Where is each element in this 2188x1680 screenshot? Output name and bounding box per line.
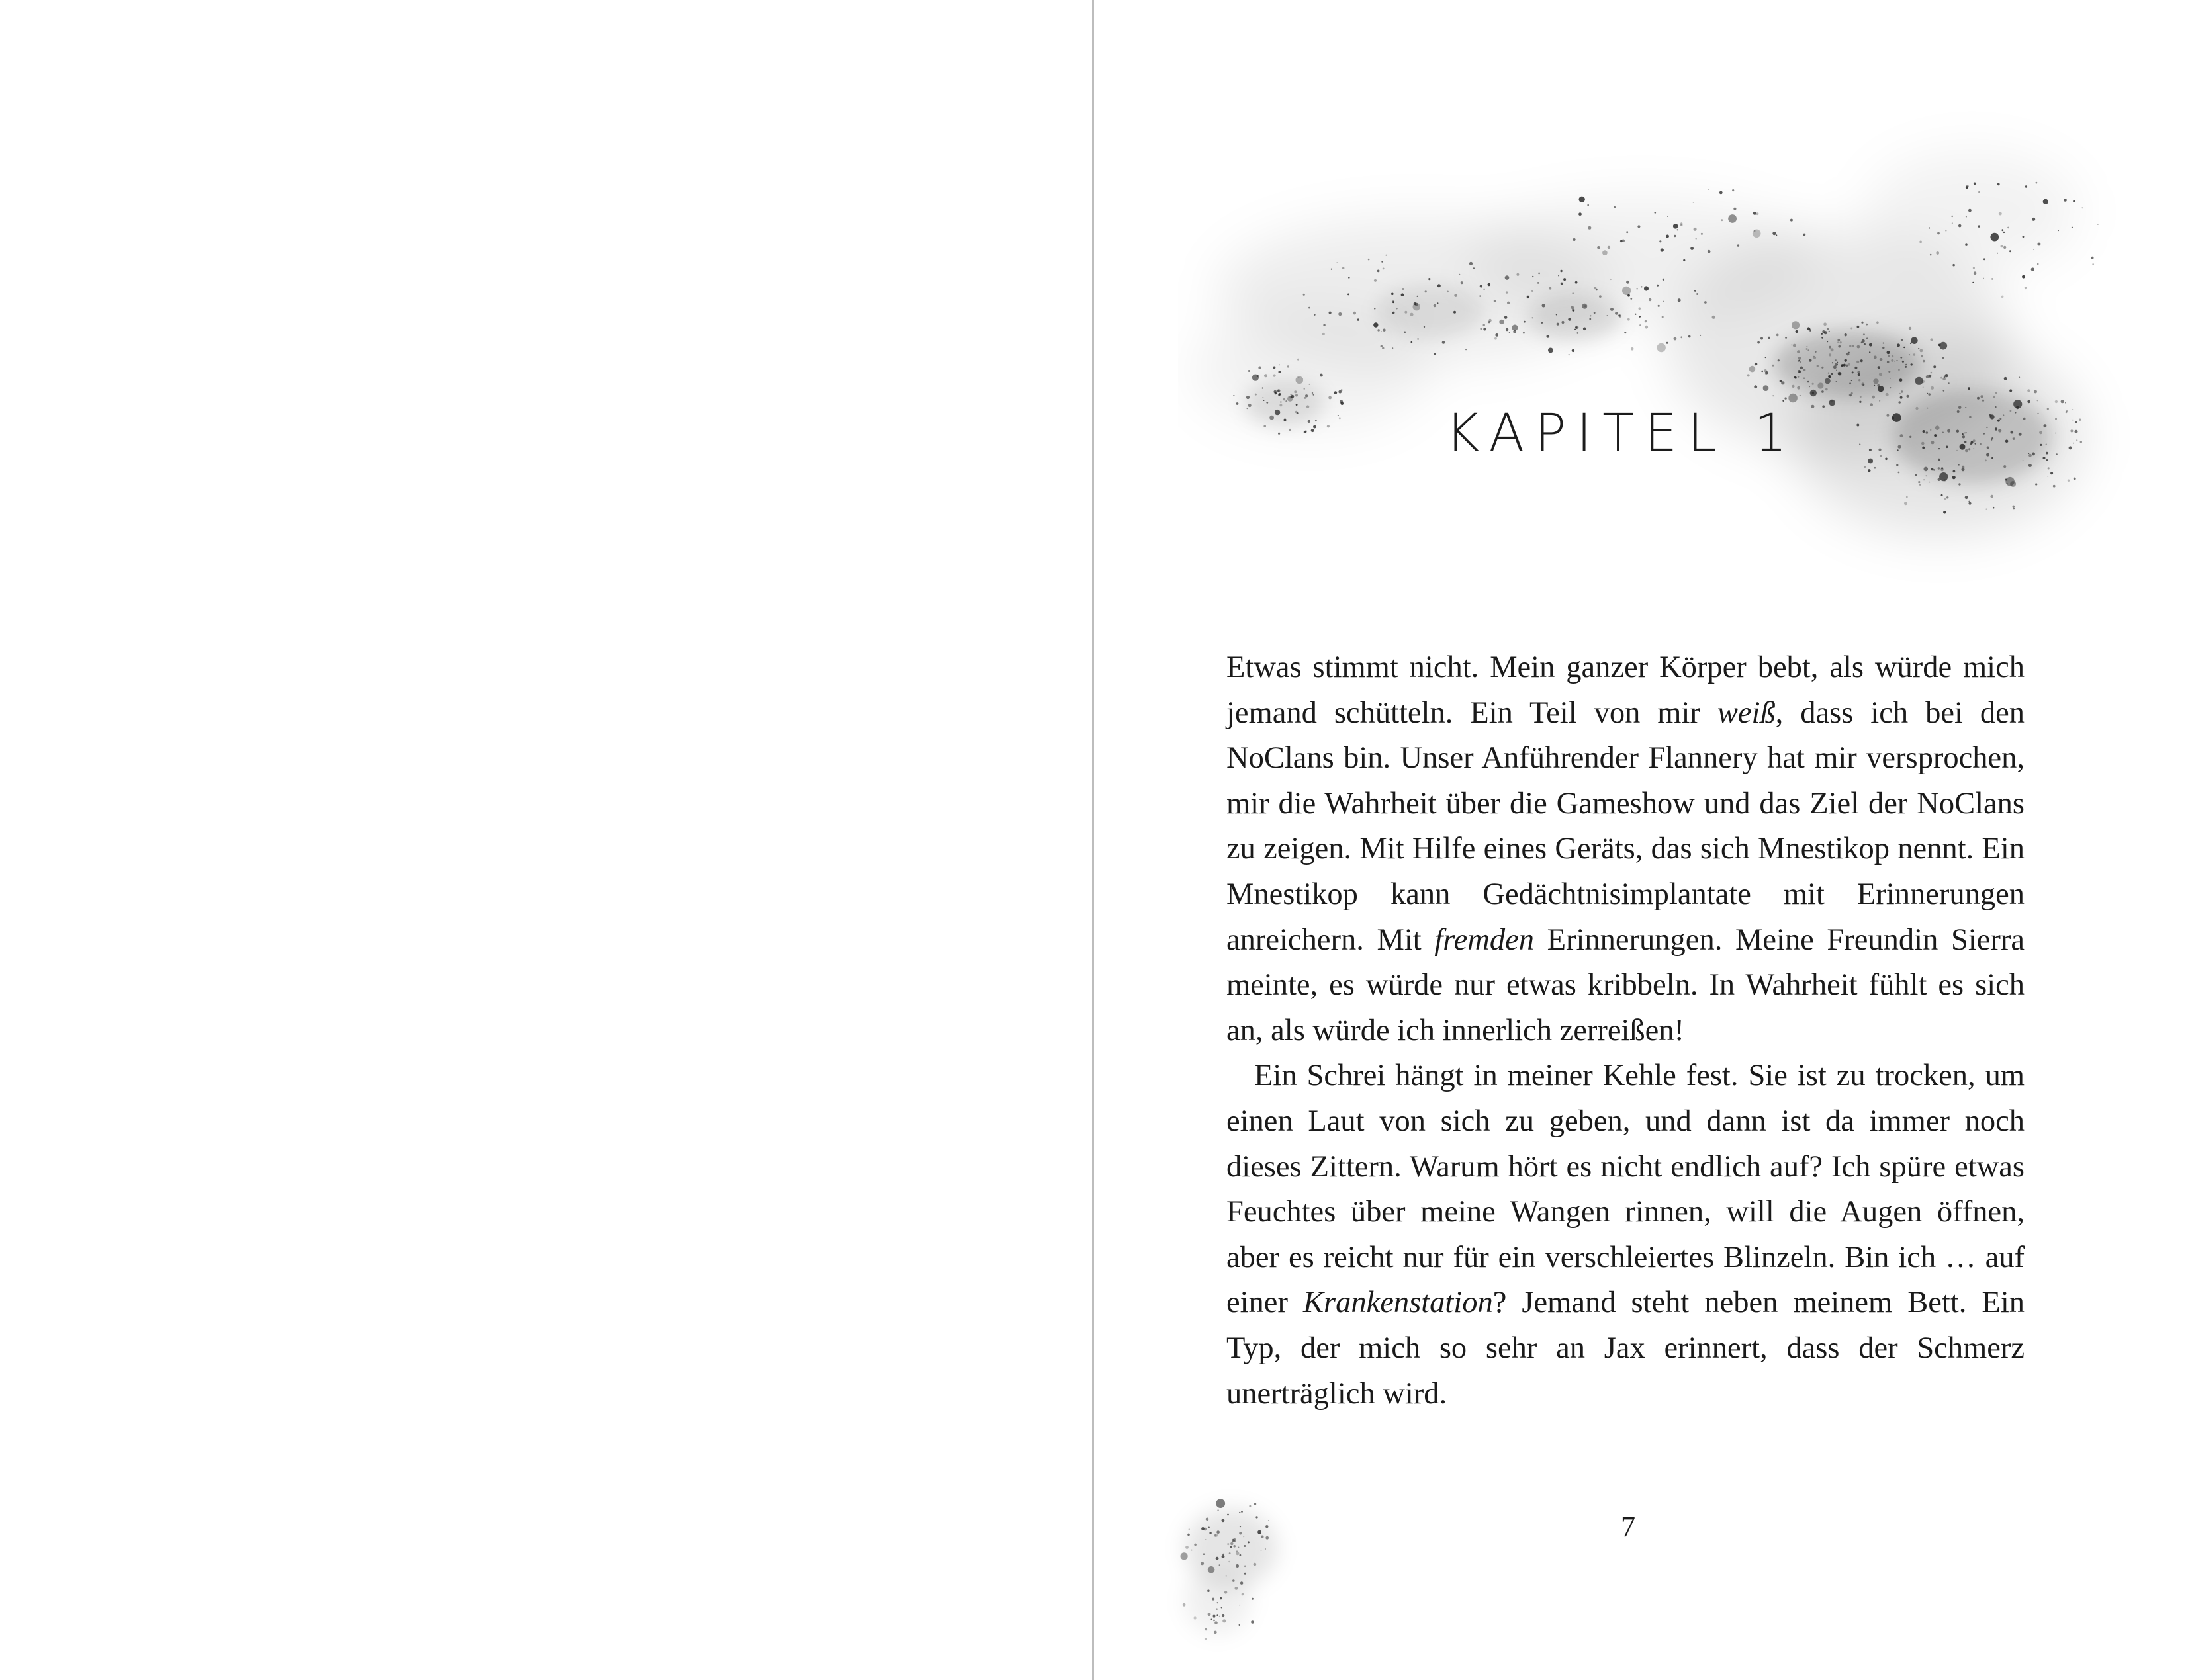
paragraph bbox=[1226, 645, 2025, 1053]
italic-text: fremden bbox=[1434, 922, 1534, 957]
chapter-body-text bbox=[1226, 645, 2025, 1417]
chapter-title: KAPITEL 1 bbox=[1445, 404, 1798, 463]
page-number: 7 bbox=[1621, 1511, 1635, 1543]
italic-text: Krankenstation bbox=[1302, 1286, 1493, 1320]
italic-text: weiß bbox=[1717, 695, 1776, 730]
text-run: , dass ich bei den NoClans bin. Unser Anführender Flannery hat mir versprochen, mir die Wahrheit über die Gameshow und das Ziel der NoClans zu zeigen. Mit Hilfe eines Geräts, das sich Mnestikop nennt. Ein Mnestikop kann Gedächtnisimplantate mit Erinnerungen anreichern. Mit bbox=[1226, 695, 2025, 957]
text-run: Erinnerungen. Meine Freundin Sierra meinte, es würde nur etwas kribbeln. In Wahrheit fühlt es sich an, als würde ich innerlich zerreißen! bbox=[1226, 922, 2025, 1047]
text-run: Ein Schrei hängt in meiner Kehle fest. Sie ist zu trocken, um einen Laut von sich zu geben, und dann ist da immer noch dieses Zittern. Warum hört es nicht endlich auf? Ich spüre etwas Feuchtes über meine Wangen rinnen, will die Augen öffnen, aber es reicht nur für ein verschleiertes Blinzeln. Bin ich … auf einer bbox=[1226, 1059, 2025, 1320]
text-run: ? Jemand steht neben meinem Bett. Ein Typ, der mich so sehr an Jax erinnert, dass der Schmerz unerträglich wird. bbox=[1226, 1286, 2025, 1411]
paragraph bbox=[1226, 1053, 2025, 1417]
left-page-blank bbox=[0, 0, 1092, 1680]
text-run: Etwas stimmt nicht. Mein ganzer Körper bebt, als würde mich jemand schütteln. Ein Teil von mir bbox=[1226, 650, 2025, 730]
